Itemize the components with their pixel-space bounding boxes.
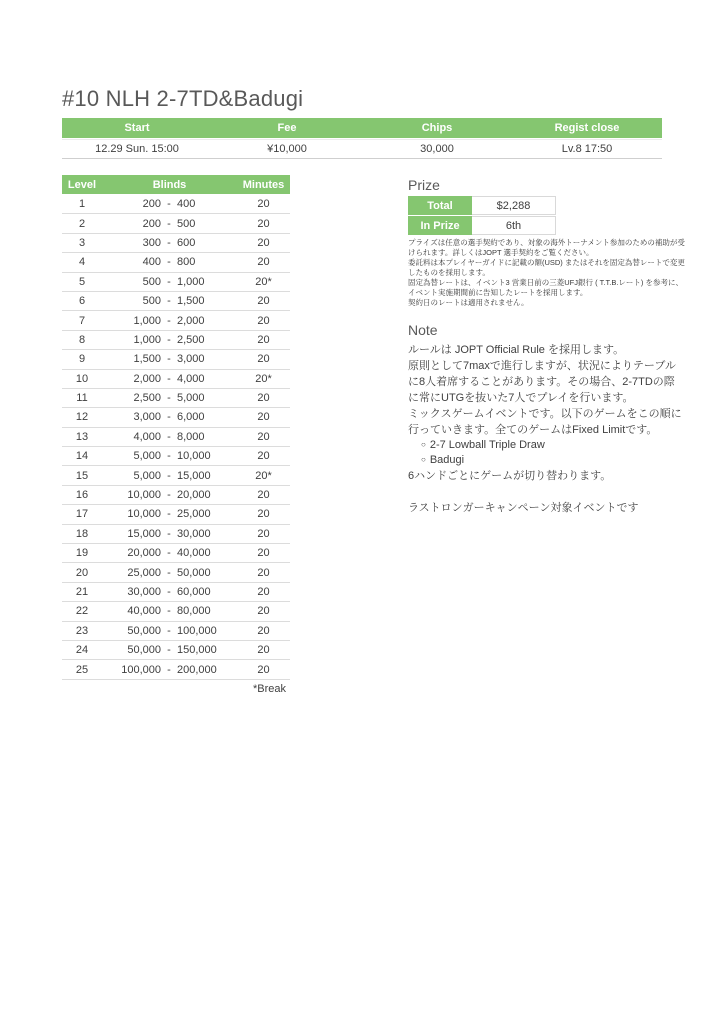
level-cell: 15 [75,469,89,482]
blinds-row [62,544,290,563]
note-paragraph: 6ハンドごとにゲームが切り替わります。 [408,470,612,482]
minutes-cell: 20 [257,295,270,308]
level-cell: 1 [78,198,86,211]
small-blind-value: 500 [142,295,161,308]
big-blind-value: 30,000 [177,527,211,540]
blinds-row [62,505,290,524]
small-blind-value: 2,000 [133,372,161,385]
note-bullet-text: Badugi [429,454,465,466]
blinds-cell [102,644,237,656]
big-blind-value: 3,000 [177,353,205,366]
minutes-cell: 20 [257,527,270,540]
small-blind-value: 5,000 [133,469,161,482]
blinds-separator: - [167,256,171,269]
prize-heading: Prize [408,177,440,193]
blinds-row [62,486,290,505]
note-bullet-item [408,453,684,468]
minutes-cell: 20 [257,547,270,560]
level-cell: 12 [75,411,89,424]
big-blind-value: 8,000 [177,430,205,443]
blinds-row [62,234,290,253]
big-blind-value: 50,000 [177,566,211,579]
blinds-separator: - [167,295,171,308]
small-blind-value: 300 [142,236,161,249]
blinds-header-blinds: Blinds [152,178,187,191]
blinds-cell [102,508,237,520]
minutes-cell: 20 [257,489,270,502]
big-blind-value: 25,000 [177,508,211,521]
blinds-row [62,583,290,602]
big-blind-value: 15,000 [177,469,211,482]
minutes-cell: 20 [257,198,270,211]
big-blind-value: 10,000 [177,450,211,463]
blinds-cell [102,315,237,327]
level-cell: 11 [76,392,88,405]
blinds-row [62,273,290,292]
blinds-header-minutes: Minutes [242,178,285,191]
prize-value-cell: 6th [472,216,556,235]
big-blind-value: 200,000 [177,663,217,676]
blinds-separator: - [167,566,171,579]
level-cell: 14 [75,450,89,463]
small-blind-value: 40,000 [127,605,161,618]
minutes-cell: 20 [257,586,270,598]
info-value-cell: ¥10,000 [267,143,307,155]
small-blind-value: 1,000 [133,333,161,346]
event-info-value-row [62,139,662,159]
blinds-header-level: Level [67,178,97,191]
big-blind-value: 1,500 [177,295,205,308]
big-blind-value: 40,000 [177,547,211,560]
blinds-header-row [62,175,290,194]
level-cell: 5 [78,275,86,288]
blinds-cell [102,256,237,268]
big-blind-value: 150,000 [177,644,217,657]
level-cell: 18 [75,527,89,540]
blinds-separator: - [167,217,171,230]
big-blind-value: 2,000 [177,314,205,327]
level-cell: 2 [78,217,86,230]
prize-label-cell: Total [408,196,472,215]
minutes-cell: 20 [257,353,270,366]
small-blind-value: 25,000 [127,566,161,579]
small-blind-value: 400 [142,256,161,269]
blinds-rows [62,195,290,680]
small-blind-value: 30,000 [127,586,161,598]
big-blind-value: 4,000 [177,372,205,385]
level-cell: 16 [75,489,89,502]
blinds-separator: - [167,489,171,502]
small-blind-value: 20,000 [127,547,161,560]
blinds-cell [102,470,237,482]
minutes-cell: 20 [257,508,270,521]
small-blind-value: 500 [142,275,161,288]
blinds-separator: - [167,469,171,482]
big-blind-value: 60,000 [177,586,211,598]
big-blind-value: 6,000 [177,411,205,424]
blinds-separator: - [167,353,171,366]
blinds-row [62,389,290,408]
big-blind-value: 2,500 [177,333,205,346]
blinds-separator: - [167,314,171,327]
blinds-cell [102,450,237,462]
small-blind-value: 100,000 [121,663,161,676]
blinds-row [62,331,290,350]
info-header-cell: Start [124,122,150,134]
blinds-separator: - [167,586,171,598]
small-blind-value: 4,000 [133,430,161,443]
minutes-cell: 20 [257,314,270,327]
blinds-row [62,525,290,544]
page-title: #10 NLH 2-7TD&Badugi [62,86,304,111]
level-cell: 23 [75,624,89,637]
minutes-cell: 20 [257,566,270,579]
blinds-row [62,253,290,272]
blinds-cell [102,334,237,346]
minutes-cell: 20 [257,605,270,618]
level-cell: 3 [78,236,86,249]
minutes-cell: 20 [257,663,270,676]
minutes-cell: 20 [257,624,270,637]
note-body [408,342,684,516]
blinds-row [62,311,290,330]
blinds-separator: - [167,411,171,424]
prize-row [408,196,556,215]
level-cell: 10 [75,372,89,385]
info-header-cell: Chips [421,122,453,134]
small-blind-value: 50,000 [127,644,161,657]
blinds-row [62,660,290,679]
big-blind-value: 400 [177,198,196,211]
blinds-separator: - [167,663,171,676]
fine-print-paragraph: 固定為替レートは、イベント3 営業日前の三菱UFJ銀行 ( T.T.B.レート) を参考に、イベント実施期間前に告知したレートを採用します。 [408,278,684,297]
info-header-cell: Fee [277,122,297,134]
blinds-separator: - [167,275,171,288]
blinds-row [62,350,290,369]
small-blind-value: 10,000 [127,489,161,502]
big-blind-value: 20,000 [177,489,211,502]
small-blind-value: 200 [142,198,161,211]
blinds-row [62,622,290,641]
small-blind-value: 200 [142,217,161,230]
note-bullet-item [408,438,684,453]
big-blind-value: 1,000 [177,275,205,288]
blinds-cell [102,373,237,385]
level-cell: 7 [78,314,86,327]
blinds-cell [102,295,237,307]
small-blind-value: 1,000 [133,314,161,327]
blinds-cell [102,276,237,288]
note-spacer [408,484,684,500]
minutes-cell: 20 [257,450,270,463]
fine-print-paragraph: 委託料は本プレイヤーガイドに記載の額(USD) またはそれを固定為替レートで変更したものを採用します。 [408,258,685,277]
prize-value-cell: $2,288 [472,196,556,215]
minutes-cell: 20 [257,256,270,269]
minutes-cell: 20 [257,644,270,657]
blinds-table [62,175,290,695]
blinds-cell [102,218,237,230]
small-blind-value: 50,000 [127,624,161,637]
big-blind-value: 800 [177,256,196,269]
blinds-cell [102,392,237,404]
blinds-separator: - [167,527,171,540]
blinds-row [62,195,290,214]
note-paragraph: ルールは JOPT Official Rule を採用します。 [408,344,625,356]
level-cell: 22 [75,605,89,618]
blinds-cell [102,567,237,579]
blinds-separator: - [167,198,171,211]
circle-bullet-icon: ○ [421,455,426,464]
prize-label-cell: In Prize [408,216,472,235]
fine-print-paragraph: プライズは任意の選手契約であり、対象の海外トーナメント参加のための補助が受けられます。詳しくはJOPT 選手契約をご覧ください。 [408,238,685,257]
blinds-cell [102,237,237,249]
blinds-separator: - [167,547,171,560]
blinds-separator: - [167,392,171,405]
note-paragraph: ラストロンガーキャンペーン対象イベントです [408,502,639,514]
blinds-row [62,602,290,621]
level-cell: 9 [78,353,86,366]
note-paragraph: ミックスゲームイベントです。以下のゲームをこの順に行っていきます。全てのゲームはFixed Limitです。 [408,408,682,436]
prize-row [408,216,556,235]
minutes-cell: 20 [257,411,270,424]
level-cell: 4 [78,256,86,269]
info-header-cell: Regist close [554,122,620,134]
small-blind-value: 2,500 [133,392,161,405]
blinds-separator: - [167,333,171,346]
level-cell: 19 [75,547,89,560]
blinds-row [62,214,290,233]
blinds-cell [102,198,237,210]
blinds-row [62,447,290,466]
small-blind-value: 10,000 [127,508,161,521]
note-bullet-text: 2-7 Lowball Triple Draw [429,439,545,451]
blinds-cell [102,605,237,617]
level-cell: 8 [78,333,86,346]
blinds-cell [102,547,237,559]
blinds-cell [102,353,237,365]
blinds-separator: - [167,430,171,443]
small-blind-value: 5,000 [133,450,161,463]
blinds-cell [102,411,237,423]
blinds-row [62,428,290,447]
minutes-cell: 20 [257,333,270,346]
blinds-row [62,641,290,660]
event-info-header-row [62,118,662,138]
small-blind-value: 3,000 [133,411,161,424]
note-paragraph: 原則として7maxで進行しますが、状況によりテーブルに8人着席することがあります。その場合、2-7TDの際に常にUTGを抜いた7人でプレイを行います。 [408,360,676,404]
small-blind-value: 15,000 [127,527,161,540]
big-blind-value: 100,000 [177,624,217,637]
blinds-row [62,408,290,427]
blinds-cell [102,664,237,676]
small-blind-value: 1,500 [133,353,161,366]
blinds-separator: - [167,372,171,385]
info-value-cell: 30,000 [420,143,454,155]
minutes-cell: 20* [255,469,272,482]
big-blind-value: 600 [177,236,196,249]
info-value-cell: 12.29 Sun. 15:00 [95,143,179,155]
blinds-cell [102,528,237,540]
blinds-cell [102,489,237,501]
level-cell: 25 [75,663,89,676]
info-value-cell: Lv.8 17:50 [561,143,613,155]
prize-table [408,196,556,236]
event-info-table [62,118,662,159]
minutes-cell: 20 [257,430,270,443]
minutes-cell: 20* [255,275,272,288]
big-blind-value: 80,000 [177,605,211,618]
blinds-cell [102,431,237,443]
blinds-separator: - [167,605,171,618]
big-blind-value: 5,000 [177,392,205,405]
level-cell: 24 [75,644,89,657]
level-cell: 6 [78,295,86,308]
circle-bullet-icon: ○ [421,440,426,449]
minutes-cell: 20 [257,217,270,230]
level-cell: 13 [75,430,89,443]
minutes-cell: 20 [257,236,270,249]
level-cell: 21 [75,586,89,598]
blinds-separator: - [167,236,171,249]
blinds-row [62,466,290,485]
level-cell: 17 [75,508,89,521]
minutes-cell: 20 [257,392,270,405]
blinds-cell [102,586,237,598]
blinds-separator: - [167,644,171,657]
big-blind-value: 500 [177,217,196,230]
blinds-row [62,563,290,582]
fine-print-paragraph: 契約日のレートは適用されません。 [408,298,529,307]
level-cell: 20 [75,566,89,579]
prize-fine-print [408,238,686,308]
minutes-cell: 20* [255,372,272,385]
blinds-separator: - [167,624,171,637]
blinds-cell [102,625,237,637]
blinds-row [62,370,290,389]
note-heading: Note [408,322,438,338]
blinds-row [62,292,290,311]
blinds-separator: - [167,508,171,521]
blinds-separator: - [167,450,171,463]
break-footnote: *Break [252,682,286,695]
